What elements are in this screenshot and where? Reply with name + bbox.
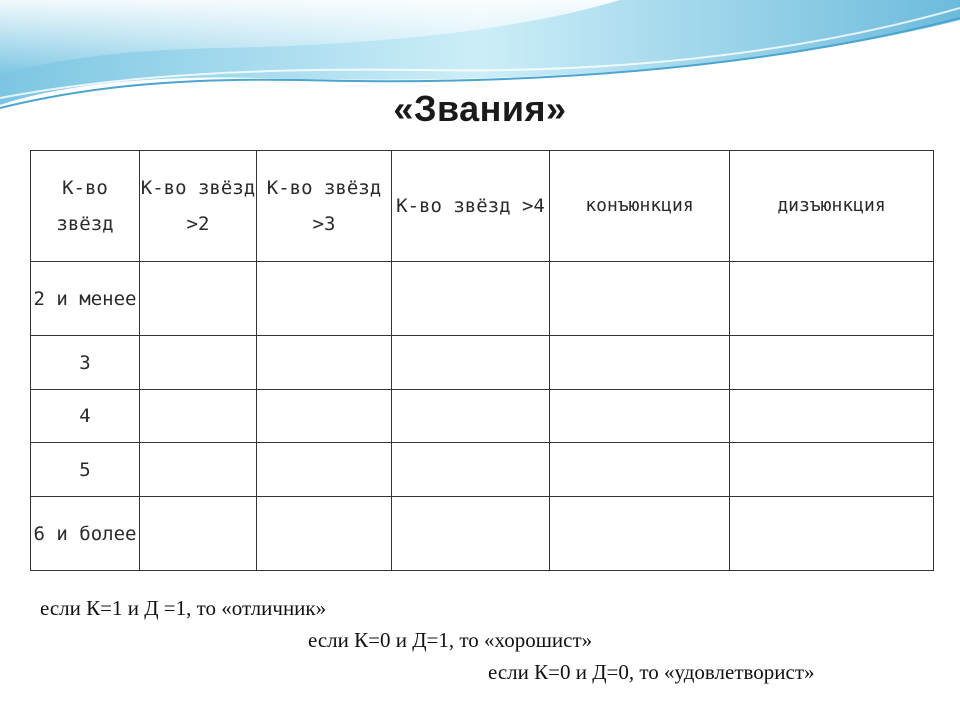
table-cell <box>550 390 730 443</box>
row-label: 3 <box>31 336 140 390</box>
row-label: 6 и более <box>31 497 140 571</box>
table-cell <box>392 390 550 443</box>
table-cell <box>257 497 392 571</box>
table-cell <box>550 443 730 497</box>
slide-title: «Звания» <box>393 88 567 129</box>
table-cell <box>550 336 730 390</box>
table-cell <box>730 390 934 443</box>
header-conjunction: конъюнкция <box>550 151 730 262</box>
header-stars-gt-4: К-во звёзд >4 <box>392 151 550 262</box>
table-cell <box>392 336 550 390</box>
table-cell <box>730 497 934 571</box>
table-row <box>31 336 934 390</box>
table-row <box>31 497 934 571</box>
header-stars-gt-3: К-во звёзд >3 <box>257 151 392 262</box>
header-disjunction: дизъюнкция <box>730 151 934 262</box>
row-label: 4 <box>31 390 140 443</box>
table-cell <box>730 262 934 336</box>
rule-excellent: если К=1 и Д =1, то «отличник» <box>40 596 327 620</box>
table-cell <box>140 390 257 443</box>
row-label: 2 и менее <box>31 262 140 336</box>
table-cell <box>550 497 730 571</box>
table-cell <box>257 390 392 443</box>
table-cell <box>392 262 550 336</box>
table-cell <box>392 497 550 571</box>
header-stars-gt-2: К-во звёзд >2 <box>140 151 257 262</box>
table-header-row <box>31 151 934 262</box>
table-row <box>31 443 934 497</box>
row-label: 5 <box>31 443 140 497</box>
header-stars-count: К-во звёзд <box>31 151 140 262</box>
table-row <box>31 262 934 336</box>
table-cell <box>730 336 934 390</box>
table-cell <box>257 443 392 497</box>
rule-satisfactory: если К=0 и Д=0, то «удовлетворист» <box>488 660 815 684</box>
rule-good: если К=0 и Д=1, то «хорошист» <box>308 628 593 652</box>
table-cell <box>140 336 257 390</box>
table-cell <box>730 443 934 497</box>
table-cell <box>257 336 392 390</box>
table-cell <box>257 262 392 336</box>
table-row <box>31 390 934 443</box>
table-cell <box>140 443 257 497</box>
table-cell <box>392 443 550 497</box>
truth-table <box>30 150 934 571</box>
table-cell <box>550 262 730 336</box>
table-cell <box>140 497 257 571</box>
table-cell <box>140 262 257 336</box>
